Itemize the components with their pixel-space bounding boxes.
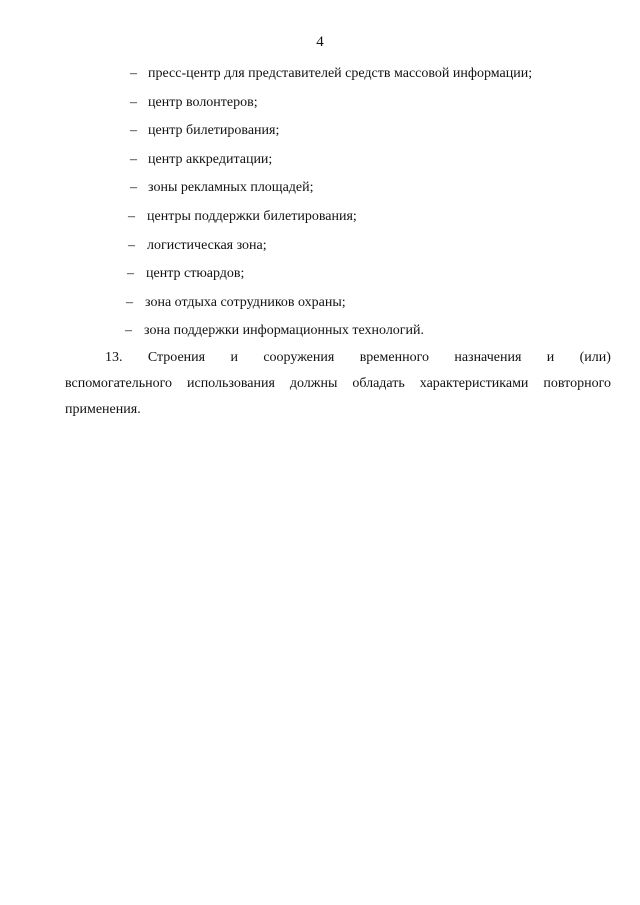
list-item: [0, 295, 640, 324]
list-item-text: центр стюардов;: [146, 266, 245, 282]
list-item-text: зона отдыха сотрудников охраны;: [145, 294, 346, 310]
list-item-text: центр билетирования;: [148, 123, 280, 139]
paragraph-word: использования: [186, 376, 275, 391]
dash-marker: –: [130, 94, 137, 110]
dash-marker: –: [130, 123, 137, 139]
paragraph-word: и: [546, 350, 555, 365]
paragraph-word: обладать: [352, 376, 405, 391]
list-item: [0, 123, 640, 152]
dash-marker: –: [127, 266, 134, 282]
paragraph-word: временного: [359, 350, 429, 365]
requirements-list: [0, 66, 640, 352]
dash-marker: –: [128, 208, 135, 224]
list-item: [0, 238, 640, 267]
list-item: [0, 209, 640, 238]
list-item-text: центры поддержки билетирования;: [147, 208, 357, 224]
paragraph-line: [105, 350, 611, 376]
dash-marker: –: [130, 180, 137, 196]
dash-marker: –: [130, 151, 137, 167]
dash-marker: –: [125, 323, 132, 339]
paragraph-word: характеристиками: [419, 376, 529, 391]
paragraph-word: сооружения: [263, 350, 335, 365]
paragraph-word: повторного: [543, 376, 611, 391]
clause-13-paragraph: [65, 350, 611, 428]
page-number: 4: [316, 34, 324, 50]
list-item: [0, 152, 640, 181]
list-item-text: центр волонтеров;: [148, 94, 258, 110]
list-item-text: логистическая зона;: [147, 237, 267, 253]
list-item-text: зоны рекламных площадей;: [148, 180, 314, 196]
paragraph-word: Строения: [147, 350, 206, 365]
dash-marker: –: [130, 66, 137, 81]
list-item: [0, 180, 640, 209]
paragraph-line: [65, 402, 611, 428]
list-item-text: пресс-центр для представителей средств массовой информации;: [148, 66, 533, 81]
clause-number: 13.: [105, 350, 123, 365]
paragraph-word: (или): [579, 350, 611, 365]
paragraph-word: назначения: [454, 350, 522, 365]
dash-marker: –: [126, 294, 133, 310]
paragraph-word: применения.: [65, 402, 141, 417]
list-item: [0, 66, 640, 95]
paragraph-word: вспомогательного: [65, 376, 173, 391]
list-item: [0, 323, 640, 352]
dash-marker: –: [128, 237, 135, 253]
paragraph-word: и: [230, 350, 238, 365]
list-item-text: центр аккредитации;: [148, 151, 273, 167]
paragraph-word: должны: [289, 376, 338, 391]
paragraph-line: [65, 376, 611, 402]
list-item-text: зона поддержки информационных технологий.: [144, 323, 425, 339]
list-item: [0, 95, 640, 124]
list-item: [0, 266, 640, 295]
